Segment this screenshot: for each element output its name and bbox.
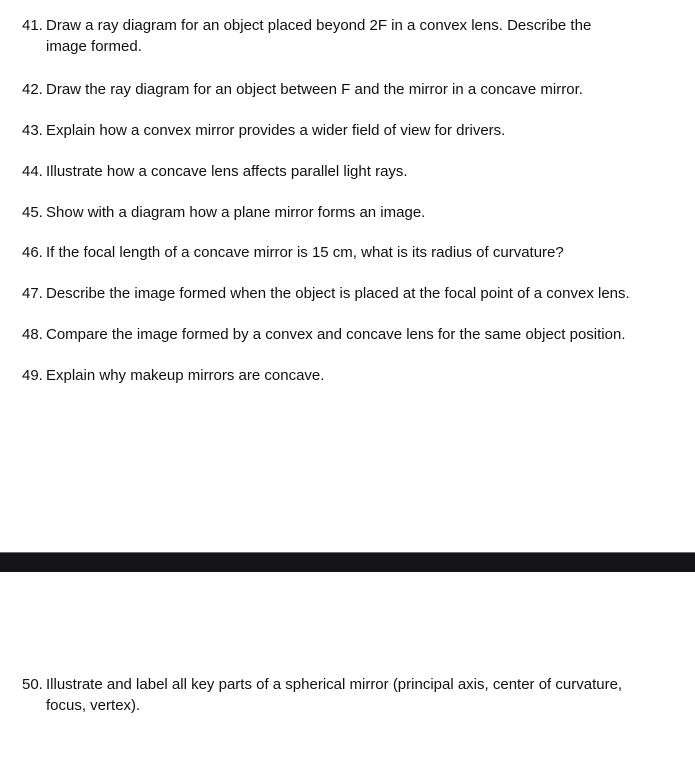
question-text: Draw a ray diagram for an object placed beyond 2F in a convex lens. Describe the image formed. bbox=[46, 17, 592, 55]
question-number: 48. bbox=[22, 326, 43, 343]
question-number: 47. bbox=[22, 285, 43, 302]
question-text: Illustrate and label all key parts of a spherical mirror (principal axis, center of curvature, focus, vertex). bbox=[46, 676, 623, 714]
question-text: Describe the image formed when the object is placed at the focal point of a convex lens. bbox=[46, 285, 630, 302]
question-number: 49. bbox=[22, 367, 43, 384]
question-43 bbox=[22, 120, 682, 141]
question-text: Illustrate how a concave lens affects parallel light rays. bbox=[46, 163, 408, 180]
question-48 bbox=[22, 324, 682, 345]
question-text: Show with a diagram how a plane mirror forms an image. bbox=[46, 204, 426, 221]
question-45 bbox=[22, 202, 682, 223]
question-number: 45. bbox=[22, 204, 43, 221]
question-44 bbox=[22, 161, 682, 182]
question-text: If the focal length of a concave mirror is 15 cm, what is its radius of curvature? bbox=[46, 244, 564, 261]
question-text: Compare the image formed by a convex and concave lens for the same object position. bbox=[46, 326, 626, 343]
question-41 bbox=[22, 15, 632, 57]
question-50 bbox=[22, 674, 662, 716]
question-42 bbox=[22, 79, 682, 100]
question-47 bbox=[22, 283, 682, 304]
question-46 bbox=[22, 242, 682, 263]
question-number: 42. bbox=[22, 81, 43, 98]
question-text: Explain why makeup mirrors are concave. bbox=[46, 367, 325, 384]
question-number: 43. bbox=[22, 122, 43, 139]
question-number: 46. bbox=[22, 244, 43, 261]
question-number: 44. bbox=[22, 163, 43, 180]
question-text: Draw the ray diagram for an object between F and the mirror in a concave mirror. bbox=[46, 81, 583, 98]
question-number: 50. bbox=[22, 676, 43, 693]
question-49 bbox=[22, 365, 682, 386]
question-text: Explain how a convex mirror provides a wider field of view for drivers. bbox=[46, 122, 506, 139]
question-number: 41. bbox=[22, 17, 43, 34]
page-break-divider bbox=[0, 552, 695, 572]
